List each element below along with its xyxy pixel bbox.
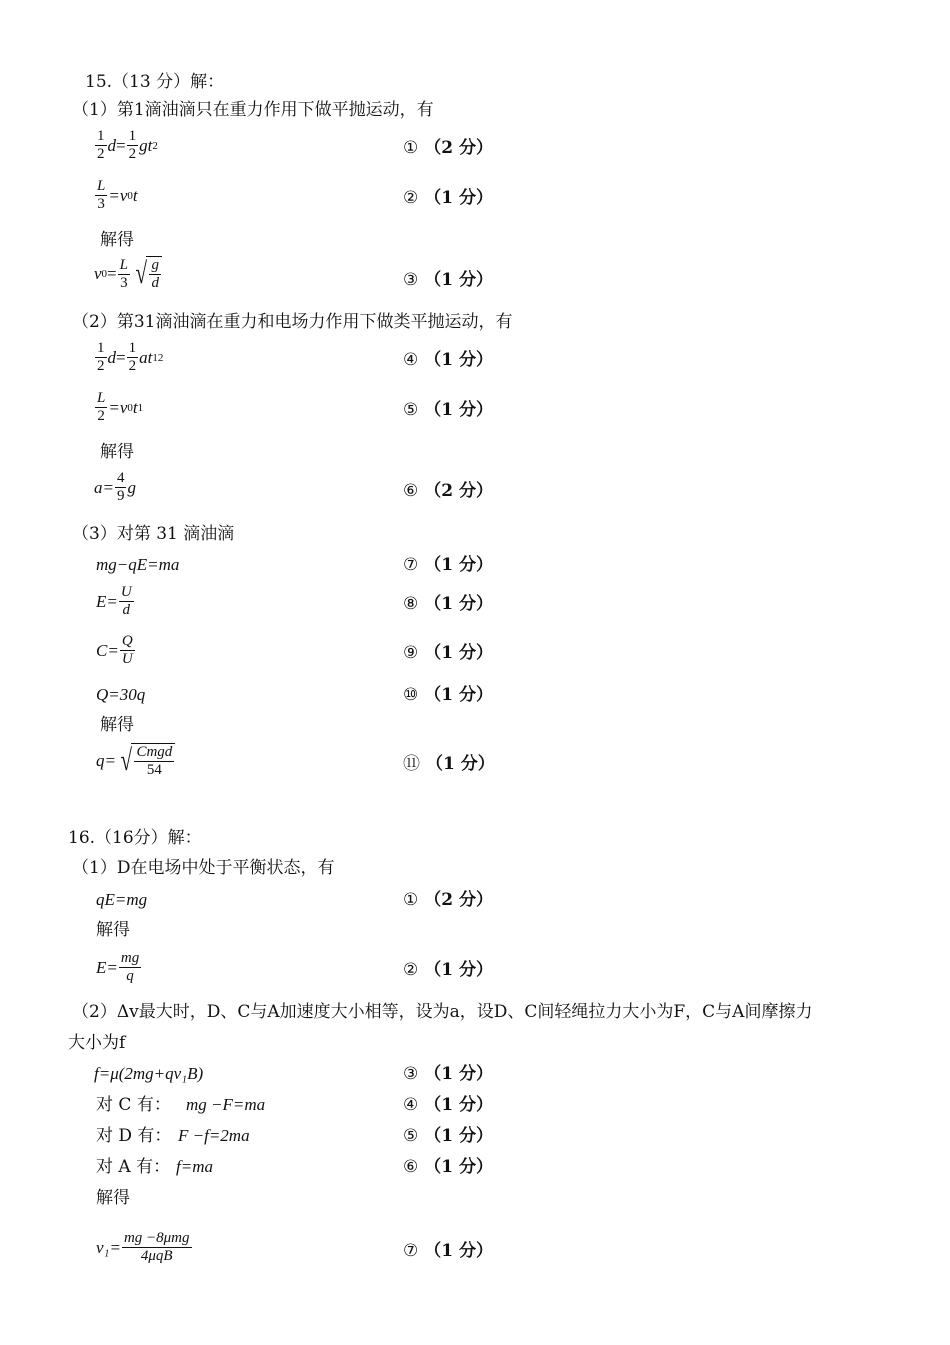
fraction: $\frac{Q}{U}$: [121, 633, 133, 667]
score-q16-2: ② （1 分）: [403, 960, 493, 980]
q15-eq3: v 0 = $\frac{L}{3}$ √ $\frac{g}{d}$: [94, 256, 162, 292]
q15-eq2: $\frac{L}{3}$ =v 0 t: [97, 178, 138, 212]
score-q16-3: ③ （1 分）: [403, 1064, 493, 1084]
score-q16-7: ⑦ （1 分）: [403, 1241, 493, 1261]
q15-eq9: C= $\frac{Q}{U}$: [96, 633, 133, 667]
q16-eq2: E= $\frac{mg}{q}$: [96, 950, 140, 984]
q16-header: 16.（16分）解：: [68, 828, 202, 848]
q15-part1-intro: （1）第1滴油滴只在重力作用下做平抛运动，有: [72, 100, 434, 120]
square-root: √ $\frac{\text{Cmgd}}{54}$: [118, 743, 175, 779]
q16-eq3: f=μ(2mg+qv₁B): [94, 1064, 204, 1083]
q16-part2-intro-line2: 大小为f: [68, 1033, 126, 1053]
q15-part3-solve: 解得: [100, 715, 134, 735]
fraction: $\frac{L}{2}$: [97, 390, 106, 424]
q16-part2-solve: 解得: [96, 1188, 130, 1208]
score-q15-4: ④ （1 分）: [403, 350, 493, 370]
score-q15-2: ② （1 分）: [403, 188, 493, 208]
score-q15-6: ⑥ （2 分）: [403, 481, 493, 501]
q16-eq1: qE=mg: [96, 890, 148, 909]
fraction: $\frac{1}{2}$: [128, 340, 137, 374]
score-q15-3: ③ （1 分）: [403, 270, 493, 290]
score-q15-9: ⑨ （1 分）: [403, 643, 493, 663]
q16-eq7: v₁= $\frac{\text{mg −8μmg}}{\text{4μqB}}$: [96, 1230, 190, 1264]
q15-eq5: $\frac{L}{2}$ =v 0 t 1: [97, 390, 144, 424]
q16-part1-solve: 解得: [96, 920, 130, 940]
fraction: $\frac{1}{2}$: [97, 340, 105, 374]
fraction: $\frac{L}{3}$: [119, 256, 128, 291]
q15-eq7: mg−qE=ma: [96, 555, 180, 574]
q15-eq10: Q=30q: [96, 685, 146, 704]
score-q15-11: ⑪ （1 分）: [403, 754, 495, 774]
fraction: $\frac{U}{d}$: [120, 584, 132, 618]
q16-eq6: f=ma: [176, 1157, 213, 1176]
fraction: $\frac{mg}{q}$: [120, 950, 140, 984]
q15-part1-solve: 解得: [100, 230, 134, 250]
score-q15-10: ⑩ （1 分）: [403, 685, 493, 705]
fraction: $\frac{L}{3}$: [97, 178, 106, 212]
fraction: $\frac{4}{9}$: [116, 470, 125, 504]
q15-header: 15.（13 分）解：: [85, 72, 225, 92]
q16-eq4: mg −F=ma: [186, 1095, 266, 1114]
q15-part2-solve: 解得: [100, 442, 134, 462]
q16-part2-intro-line1: （2）Δv最大时，D、C与A加速度大小相等，设为a，设D、C间轻绳拉力大小为F，C与A间摩擦力: [72, 1002, 813, 1022]
q15-part3-intro: （3）对第 31 滴油滴: [72, 524, 235, 544]
fraction: $\frac{\text{mg −8μmg}}{\text{4μqB}}$: [123, 1230, 190, 1264]
q15-eq11: q= √ $\frac{\text{Cmgd}}{54}$: [96, 743, 175, 779]
score-q15-7: ⑦ （1 分）: [403, 555, 493, 575]
score-q15-8: ⑧ （1 分）: [403, 594, 493, 614]
q15-eq8: E= $\frac{U}{d}$: [96, 584, 132, 618]
q16-eq5-label: 对 D 有：: [96, 1126, 172, 1146]
q16-eq6-label: 对 A 有：: [96, 1157, 171, 1177]
fraction: $\frac{1}{2}$: [128, 128, 137, 162]
score-q16-1: ① （2 分）: [403, 890, 493, 910]
q15-eq6: a= $\frac{4}{9}$ g: [94, 470, 136, 504]
fraction: $\frac{1}{2}$: [97, 128, 105, 162]
q15-eq4: $\frac{1}{2}$ d = $\frac{1}{2}$ a t 1 2: [97, 340, 164, 374]
square-root: √ $\frac{g}{d}$: [133, 256, 162, 292]
q15-eq1: $\frac{1}{2}$ d = $\frac{1}{2}$ g t 2: [97, 128, 158, 162]
score-q16-6: ⑥ （1 分）: [403, 1157, 493, 1177]
score-q15-5: ⑤ （1 分）: [403, 400, 493, 420]
score-q16-4: ④ （1 分）: [403, 1095, 493, 1115]
q16-part1-intro: （1）D在电场中处于平衡状态，有: [72, 858, 335, 878]
q16-eq4-label: 对 C 有：: [96, 1095, 171, 1115]
q15-part2-intro: （2）第31滴油滴在重力和电场力作用下做类平抛运动，有: [72, 312, 513, 332]
q16-eq5: F −f=2ma: [178, 1126, 250, 1145]
score-q15-1: ① （2 分）: [403, 138, 493, 158]
score-q16-5: ⑤ （1 分）: [403, 1126, 493, 1146]
